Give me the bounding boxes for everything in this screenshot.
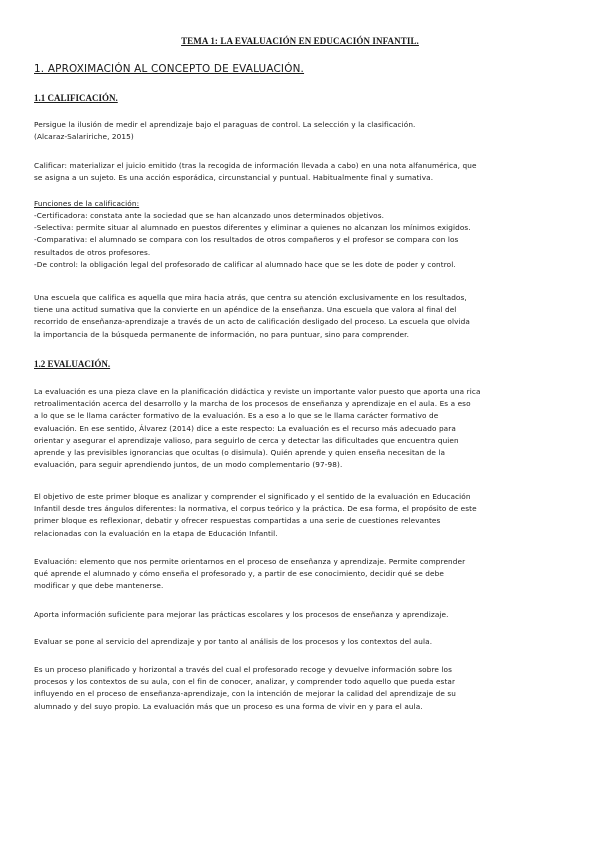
paragraph-evaluacion-1: La evaluación es una pieza clave en la planificación didáctica y reviste un importante valor puesto que aporta una rica retroalimentación acerca del desarrollo y la marcha de los procesos de enseñanza y aprendizaje en el aula. Es a eso a lo que se le llama carácter formativo de la evaluación. Es a eso a lo que se le llama carácter formativo de evaluación. En ese sentido, Álvarez (2014) dice a este respecto: La evaluación es el recurso más adecuado para orientar y asegurar el aprendizaje valioso, para seguirlo de cerca y detectar las dificultades que encuentra quien aprende y las previsibles ignorancias que ocultas (o disimula). Quién aprende y quien enseña necesitan de la evaluación, para seguir aprendiendo juntos, de un modo complementario (97-98). <box>34 387 481 470</box>
subsection-heading-evaluacion: 1.2 EVALUACIÓN. <box>34 359 111 369</box>
paragraph-calificacion-1: Persigue la ilusión de medir el aprendizaje bajo el paraguas de control. La selección y la clasificación. (Alcaraz-Salaririche, 2015) <box>34 120 416 142</box>
paragraph-evaluacion-5: Evaluar se pone al servicio del aprendizaje y por tanto al análisis de los procesos y los contextos del aula. <box>34 637 433 646</box>
section-heading-1: 1. APROXIMACIÓN AL CONCEPTO DE EVALUACIÓN. <box>34 63 305 75</box>
subsection-heading-calificacion: 1.1 CALIFICACIÓN. <box>34 93 118 103</box>
paragraph-evaluacion-4: Aporta información suficiente para mejorar las prácticas escolares y los procesos de enseñanza y aprendizaje. <box>34 610 449 619</box>
paragraph-calificacion-2: Calificar: materializar el juicio emitido (tras la recogida de información llevada a cabo) en una nota alfanumérica, que se asigna a un sujeto. Es una acción esporádica, circunstancial y puntual. Habitualmente final y sumativa. <box>34 161 477 183</box>
paragraph-escuela: Una escuela que califica es aquella que mira hacia atrás, que centra su atención exclusivamente en los resultados, tiene una actitud sumativa que la convierte en un apéndice de la enseñanza. Una escuela que valora al final del recorrido de enseñanza-aprendizaje a través de un acto de calificación desligado del proceso. La escuela que olvida la importancia de la búsqueda permanente de información, no para puntuar, sino para comprender. <box>34 293 470 339</box>
document-title: TEMA 1: LA EVALUACIÓN EN EDUCACIÓN INFANTIL. <box>181 36 419 46</box>
funciones-list: -Certificadora: constata ante la sociedad que se han alcanzado unos determinados objetivos. -Selectiva: permite situar al alumnado en puestos diferentes y eliminar a quienes no alcanzan los mínimos exigidos. -Comparativa: el alumnado se compara con los resultados de otros compañeros y el profesor se compara con los resultados de otros profesores. -De control: la obligación legal del profesorado de calificar al alumnado hace que se les dote de poder y control. <box>34 211 471 269</box>
paragraph-evaluacion-6: Es un proceso planificado y horizontal a través del cual el profesorado recoge y devuelve información sobre los procesos y los contextos de su aula, con el fin de conocer, analizar, y comprender todo aquello que pueda estar influyendo en el proceso de enseñanza-aprendizaje, con la intención de mejorar la calidad del aprendizaje de su alumnado y del suyo propio. La evaluación más que un proceso es una forma de vivir en y para el aula. <box>34 665 457 711</box>
paragraph-evaluacion-2: El objetivo de este primer bloque es analizar y comprender el significado y el sentido de la evaluación en Educación Infantil desde tres ángulos diferentes: la normativa, el corpus teórico y la práctica. De esa forma, el propósito de este primer bloque es reflexionar, debatir y ofrecer respuestas compartidas a una serie de cuestiones relevantes relacionadas con la evaluación en la etapa de Educación Infantil. <box>34 492 477 538</box>
funciones-heading: Funciones de la calificación: <box>34 199 140 208</box>
paragraph-evaluacion-3: Evaluación: elemento que nos permite orientarnos en el proceso de enseñanza y aprendizaje. Permite comprender qué aprende el alumnado y cómo enseña el profesorado y, a partir de ese conocimiento, decidir qué se debe modificar y que debe mantenerse. <box>34 557 466 591</box>
